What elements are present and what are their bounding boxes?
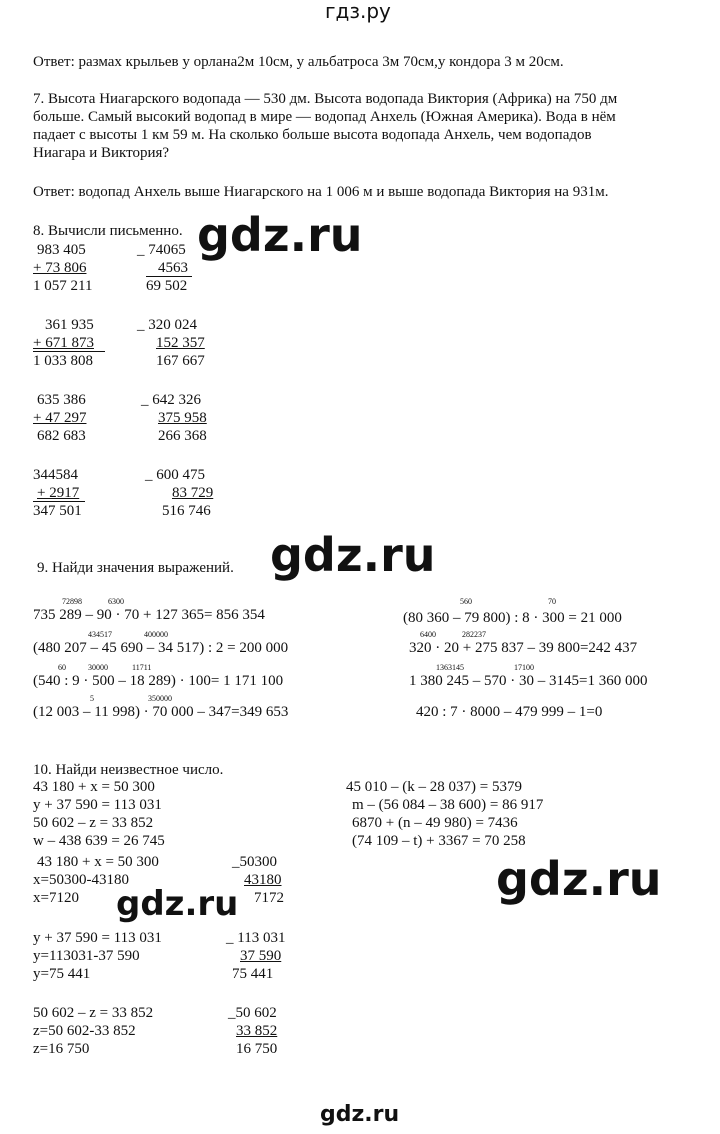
task10-title: 10. Найди неизвестное число. [33,762,224,778]
equation: 45 010 – (k – 28 037) = 5379 [346,779,522,795]
addend: + 73 806 [33,260,87,276]
solution-result: x=7120 [33,890,79,906]
addend: 344584 [33,467,78,483]
addend: + 47 297 [33,410,87,426]
sum-result: 1 057 211 [33,278,93,294]
difference-result: 266 368 [158,428,207,444]
task7-line: Ниагара и Виктория? [33,145,170,161]
subtrahend: 37 590 [240,948,282,964]
solution-step: y=113031-37 590 [33,948,140,964]
subtrahend: 43180 [244,872,282,888]
watermark: gdz.ru [197,208,363,262]
intermediate-result: 60 [58,663,66,672]
site-header: гдз.ру [325,0,391,23]
minuend: _ 320 024 [137,317,197,333]
minuend: _ 74065 [137,242,186,258]
difference-result: 7172 [254,890,284,906]
expression: (480 207 – 45 690 – 34 517) : 2 = 200 000 [33,640,289,656]
minuend: _50 602 [228,1005,277,1021]
minuend: _ 113 031 [226,930,286,946]
equation: w – 438 639 = 26 745 [33,833,165,849]
task7-answer: Ответ: водопад Анхель выше Ниагарского на 1 006 м и выше водопада Виктория на 931м. [33,184,609,200]
equation: 43 180 + x = 50 300 [33,779,155,795]
intermediate-result: 6400 [420,630,436,639]
intermediate-result: 560 [460,597,472,606]
watermark: gdz.ru [320,1102,400,1127]
expression: 1 380 245 – 570 · 30 – 3145=1 360 000 [409,673,648,689]
addend: 983 405 [37,242,86,258]
equation: m – (56 084 – 38 600) = 86 917 [352,797,544,813]
solution-equation: 43 180 + x = 50 300 [37,854,159,870]
intermediate-result: 6300 [108,597,124,606]
equation: 6870 + (n – 49 980) = 7436 [352,815,518,831]
intermediate-result: 17100 [514,663,534,672]
subtrahend: 4563 [158,260,188,276]
minuend: _ 642 326 [141,392,201,408]
difference-result: 75 441 [232,966,274,982]
solution-result: y=75 441 [33,966,91,982]
subtrahend: 375 958 [158,410,207,426]
sum-result: 682 683 [37,428,86,444]
task8-title: 8. Вычисли письменно. [33,223,183,239]
equation: y + 37 590 = 113 031 [33,797,162,813]
solution-step: x=50300-43180 [33,872,129,888]
addend: + 671 873 [33,335,94,351]
addend: + 2917 [37,485,80,501]
expression: 735 289 – 90 · 70 + 127 365= 856 354 [33,607,265,623]
task7-line: 7. Высота Ниагарского водопада — 530 дм. Высота водопада Виктория (Африка) на 750 дм [33,91,618,107]
subtrahend: 33 852 [236,1023,278,1039]
intermediate-result: 72898 [62,597,82,606]
intermediate-result: 5 [90,694,94,703]
intermediate-result: 1363145 [436,663,464,672]
intermediate-result: 400000 [144,630,168,639]
expression: (80 360 – 79 800) : 8 · 300 = 21 000 [403,610,622,626]
expression: (12 003 – 11 998) · 70 000 – 347=349 653 [33,704,289,720]
subtrahend: 83 729 [172,485,214,501]
expression: 320 · 20 + 275 837 – 39 800=242 437 [409,640,638,656]
intermediate-result: 30000 [88,663,108,672]
task7-line: больше. Самый высокий водопад в мире — водопад Анхель (Южная Америка). Вода в нём [33,109,616,125]
watermark: gdz.ru [496,852,662,906]
difference-result: 69 502 [146,278,188,294]
addend: 635 386 [37,392,86,408]
watermark: gdz.ru [116,884,239,924]
minuend: _ 600 475 [145,467,205,483]
expression: 420 : 7 · 8000 – 479 999 – 1=0 [416,704,603,720]
intermediate-result: 350000 [148,694,172,703]
minuend: _50300 [232,854,277,870]
equation: (74 109 – t) + 3367 = 70 258 [352,833,526,849]
sum-result: 1 033 808 [33,353,93,369]
solution-equation: y + 37 590 = 113 031 [33,930,162,946]
solution-equation: 50 602 – z = 33 852 [33,1005,154,1021]
solution-step: z=50 602-33 852 [33,1023,136,1039]
expression: (540 : 9 · 500 – 18 289) · 100= 1 171 100 [33,673,284,689]
subtrahend: 152 357 [156,335,205,351]
solution-result: z=16 750 [33,1041,90,1057]
task9-title: 9. Найди значения выражений. [37,560,234,576]
intermediate-result: 70 [548,597,556,606]
intermediate-result: 282237 [462,630,486,639]
difference-result: 16 750 [236,1041,278,1057]
watermark: gdz.ru [270,528,436,582]
intermediate-result: 434517 [88,630,112,639]
intermediate-result: 11711 [132,663,152,672]
difference-result: 516 746 [162,503,211,519]
sum-result: 347 501 [33,503,82,519]
difference-result: 167 667 [156,353,205,369]
task7-line: падает с высоты 1 км 59 м. На сколько больше высота водопада Анхель, чем водопадов [33,127,592,143]
addend: 361 935 [45,317,94,333]
answer-6: Ответ: размах крыльев у орлана2м 10см, у альбатроса 3м 70см,у кондора 3 м 20см. [33,54,564,70]
equation: 50 602 – z = 33 852 [33,815,154,831]
